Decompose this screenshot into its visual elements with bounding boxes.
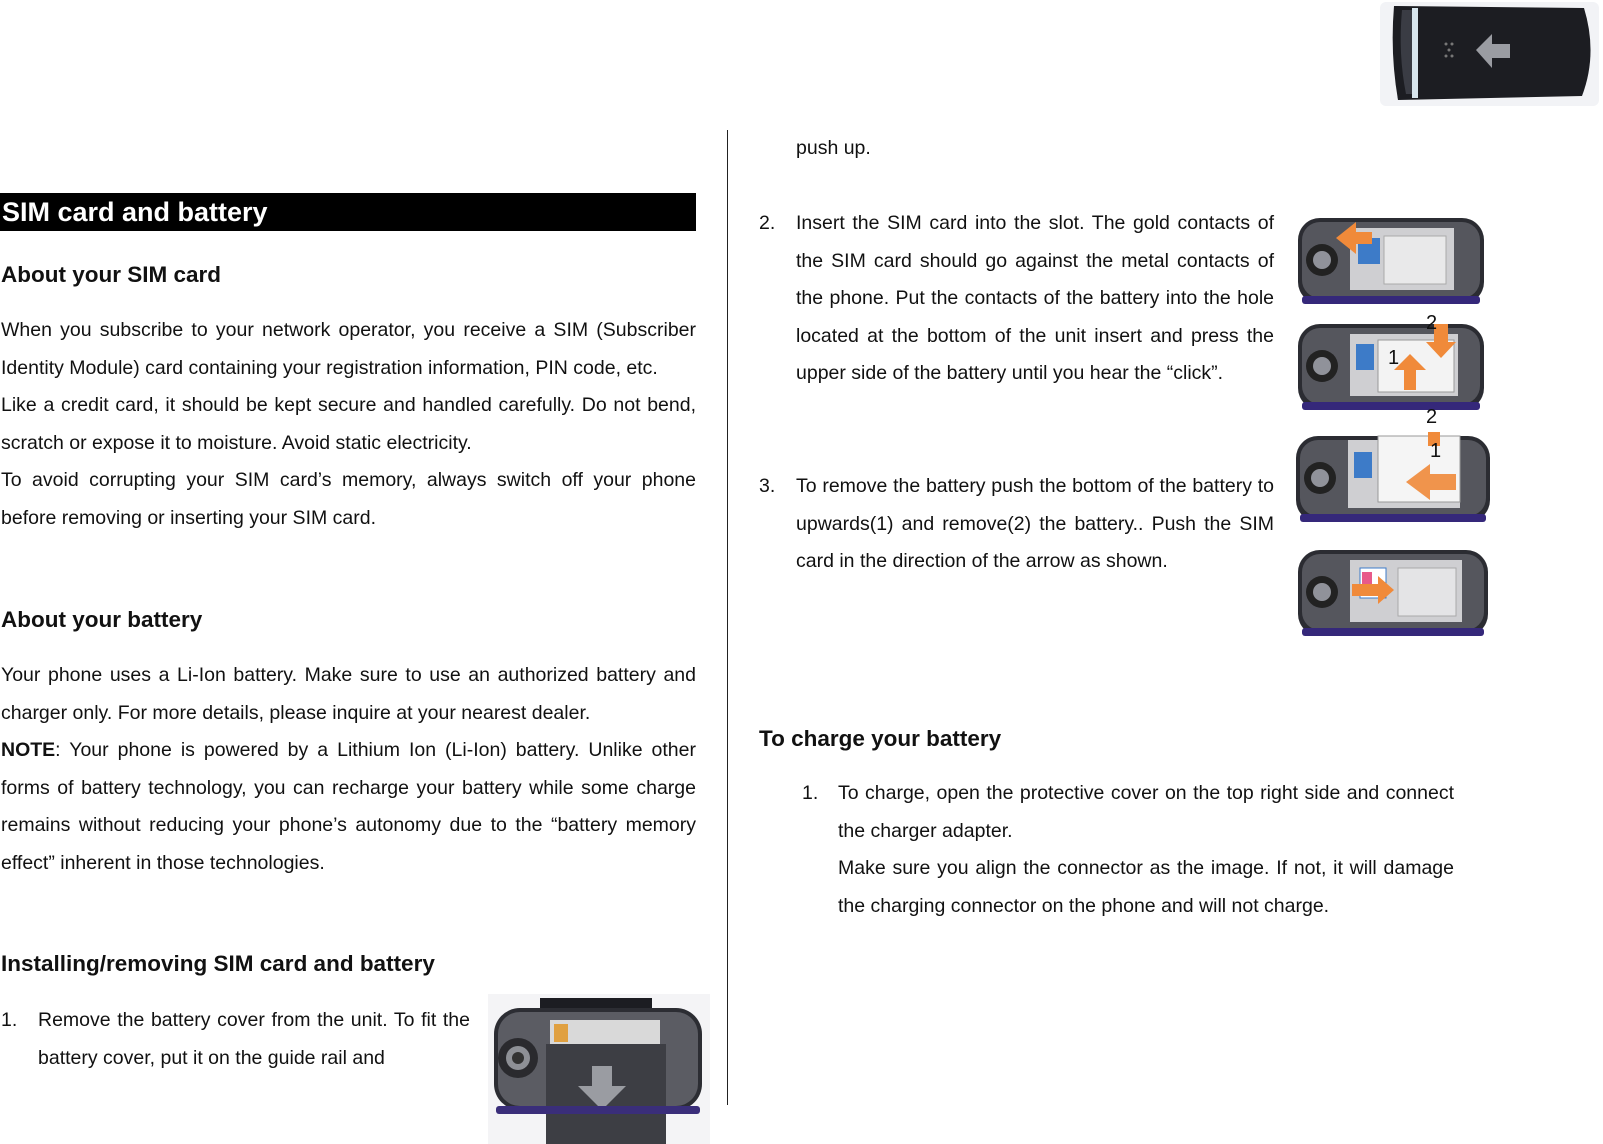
phone-closed-image: [1376, 0, 1603, 108]
sim-paragraph-1: When you subscribe to your network operator, you receive a SIM (Subscriber Identity Module) card containing your registration information, PIN code, etc.: [1, 319, 696, 379]
battery-note: [1, 732, 696, 882]
install-heading: Installing/removing SIM card and battery: [1, 951, 435, 976]
sim-card-text: [1, 312, 696, 537]
photo-label-2b: 2: [1426, 406, 1438, 428]
note-text: : Your phone is powered by a Lithium Ion (Li-Ion) battery. Unlike other forms of battery technology, you can recharge your battery while some charge remains without reducing your phone’s autonomy due to the “battery memory effect” inherent in those technologies.: [1, 739, 696, 874]
battery-paragraph-1: Your phone uses a Li-Ion battery. Make sure to use an authorized battery and charger only. For more details, please inquire at your nearest dealer.: [1, 664, 696, 724]
step-3-text: To remove the battery push the bottom of the battery to upwards(1) and remove(2) the battery.. Push the SIM card in the direction of the arrow as shown.: [796, 475, 1274, 572]
photo-label-1a: 1: [1388, 347, 1400, 369]
step-2-text: Insert the SIM card into the slot. The gold contacts of the SIM card should go against the metal contacts of the phone. Put the contacts of the battery into the hole located at the bottom of the unit insert and press the upper side of the battery until you hear the “click”.: [796, 212, 1274, 384]
photo-label-1b: 1: [1430, 440, 1442, 462]
charge-heading: To charge your battery: [759, 726, 1002, 751]
step-3-number: 3.: [759, 475, 776, 497]
phone-photo-3: [1296, 432, 1490, 526]
note-label: NOTE: [1, 739, 56, 761]
sim-card-heading: About your SIM card: [1, 262, 222, 287]
charge-step-1-number: 1.: [802, 782, 819, 804]
sim-battery-photo-stack: [1292, 214, 1498, 654]
battery-text: [1, 657, 696, 882]
section-title-bar: SIM card and battery: [0, 193, 696, 231]
install-step-1-text: Remove the battery cover from the unit. To fit the battery cover, put it on the guide rail and: [38, 1009, 470, 1069]
charge-step-1-text: To charge, open the protective cover on the top right side and connect the charger adapter.: [838, 782, 1454, 842]
install-step-1-number: 1.: [1, 1009, 18, 1031]
phone-photo-4: [1298, 546, 1488, 642]
battery-cover-phone-image: [488, 994, 710, 1144]
charge-step-1: [838, 775, 1454, 925]
column-divider: [727, 130, 728, 1105]
charge-step-1-note: Make sure you align the connector as the image. If not, it will damage the charging connector on the phone and will not charge.: [838, 857, 1454, 917]
step-2-number: 2.: [759, 212, 776, 234]
photo-label-2a: 2: [1426, 312, 1438, 334]
step-1-continuation: push up.: [796, 137, 871, 159]
sim-paragraph-3: To avoid corrupting your SIM card’s memory, always switch off your phone before removing or inserting your SIM card.: [1, 469, 696, 529]
battery-heading: About your battery: [1, 607, 203, 632]
phone-photo-1: [1298, 214, 1484, 308]
sim-paragraph-2: Like a credit card, it should be kept secure and handled carefully. Do not bend, scratch or expose it to moisture. Avoid static electricity.: [1, 394, 696, 454]
